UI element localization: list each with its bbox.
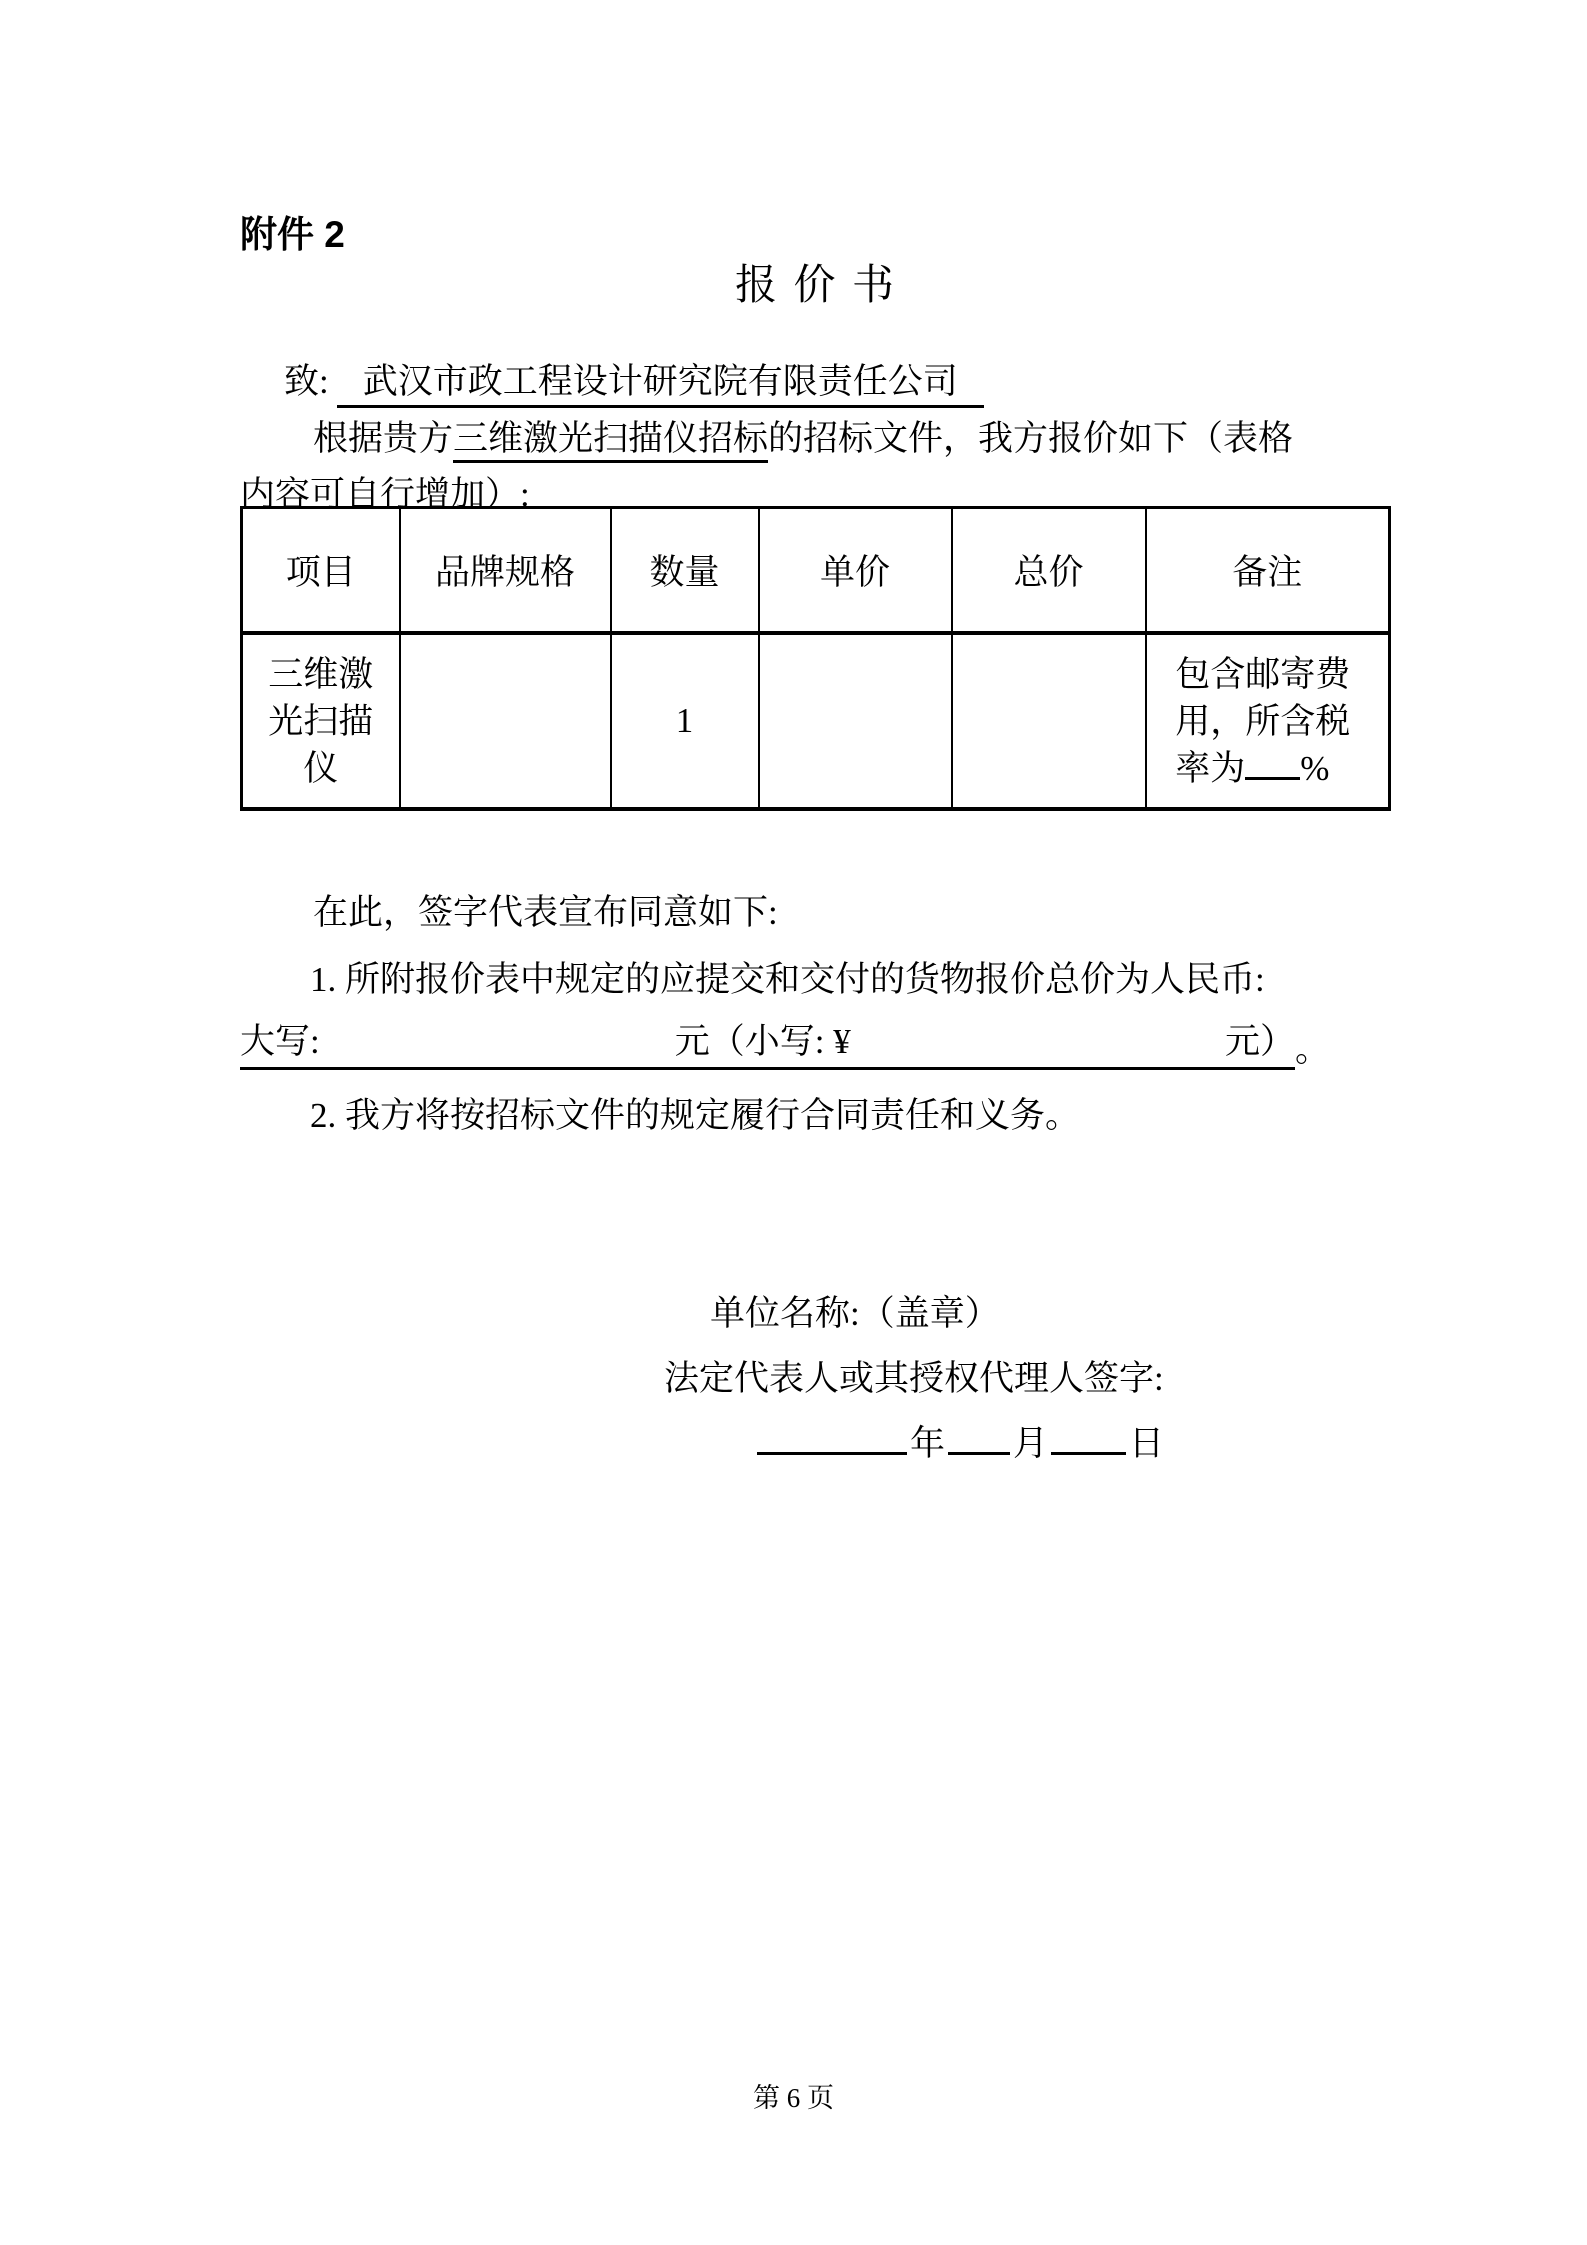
remark-text: 包含邮寄费用，所含税率为 — [1175, 654, 1351, 788]
cell-quantity: 1 — [611, 633, 759, 809]
blank-day — [1051, 1420, 1126, 1455]
amount-in-words-label: 大写: — [240, 1022, 320, 1061]
header-quantity: 数量 — [611, 508, 759, 634]
document-title: 报 价 书 — [734, 263, 897, 309]
header-remark: 备注 — [1146, 508, 1390, 634]
blank-month — [948, 1420, 1010, 1455]
intro-pre-text: 根据贵方 — [313, 419, 454, 458]
declaration-item1: 1. 所附报价表中规定的应提交和交付的货物报价总价为人民币: — [310, 960, 1265, 999]
signature-date-line — [757, 1420, 1167, 1464]
header-item: 项目 — [242, 508, 400, 634]
attachment-heading: 附件 2 — [240, 214, 345, 255]
signature-representative-line: 法定代表人或其授权代理人签字: — [664, 1359, 1164, 1398]
cell-remark — [1146, 633, 1390, 809]
declaration-item2: 2. 我方将按招标文件的规定履行合同责任和义务。 — [310, 1096, 1081, 1135]
intro-post-text: 的招标文件，我方报价如下（表格 — [768, 419, 1294, 458]
amount-underlined-segment — [240, 1022, 1295, 1070]
cell-brand-spec — [400, 633, 611, 809]
day-label: 日 — [1129, 1424, 1165, 1463]
intro-paragraph-line2: 内容可自行增加）: — [240, 475, 530, 514]
cell-item: 三维激光扫描仪 — [242, 633, 400, 809]
amount-line — [240, 1022, 1330, 1070]
salutation-label: 致: — [284, 362, 329, 401]
signature-company-line: 单位名称:（盖章） — [710, 1294, 1000, 1333]
amount-line-period: 。 — [1294, 1030, 1330, 1069]
tender-subject-underlined: 三维激光扫描仪招标 — [453, 419, 768, 463]
blank-tax-rate — [1245, 745, 1300, 780]
amount-yuan-suffix: 元） — [1224, 1022, 1295, 1061]
header-unit-price: 单价 — [759, 508, 952, 634]
blank-year — [757, 1420, 907, 1455]
amount-in-figures-label: 元（小写: ¥ — [674, 1022, 851, 1061]
quotation-table — [240, 506, 1391, 811]
table-row — [242, 633, 1390, 809]
cell-total-price — [952, 633, 1146, 809]
header-brand-spec: 品牌规格 — [400, 508, 611, 634]
page-number: 第 6 页 — [753, 2083, 834, 2113]
header-total-price: 总价 — [952, 508, 1146, 634]
declaration-lead: 在此，签字代表宣布同意如下: — [313, 893, 778, 932]
recipient-company-name: 武汉市政工程设计研究院有限责任公司 — [337, 362, 984, 408]
salutation-line — [284, 362, 984, 408]
cell-unit-price — [759, 633, 952, 809]
month-label: 月 — [1013, 1424, 1049, 1463]
table-header-row — [242, 508, 1390, 634]
remark-percent-sign: % — [1300, 748, 1330, 788]
year-label: 年 — [910, 1424, 946, 1463]
intro-paragraph-line1 — [313, 419, 1293, 459]
